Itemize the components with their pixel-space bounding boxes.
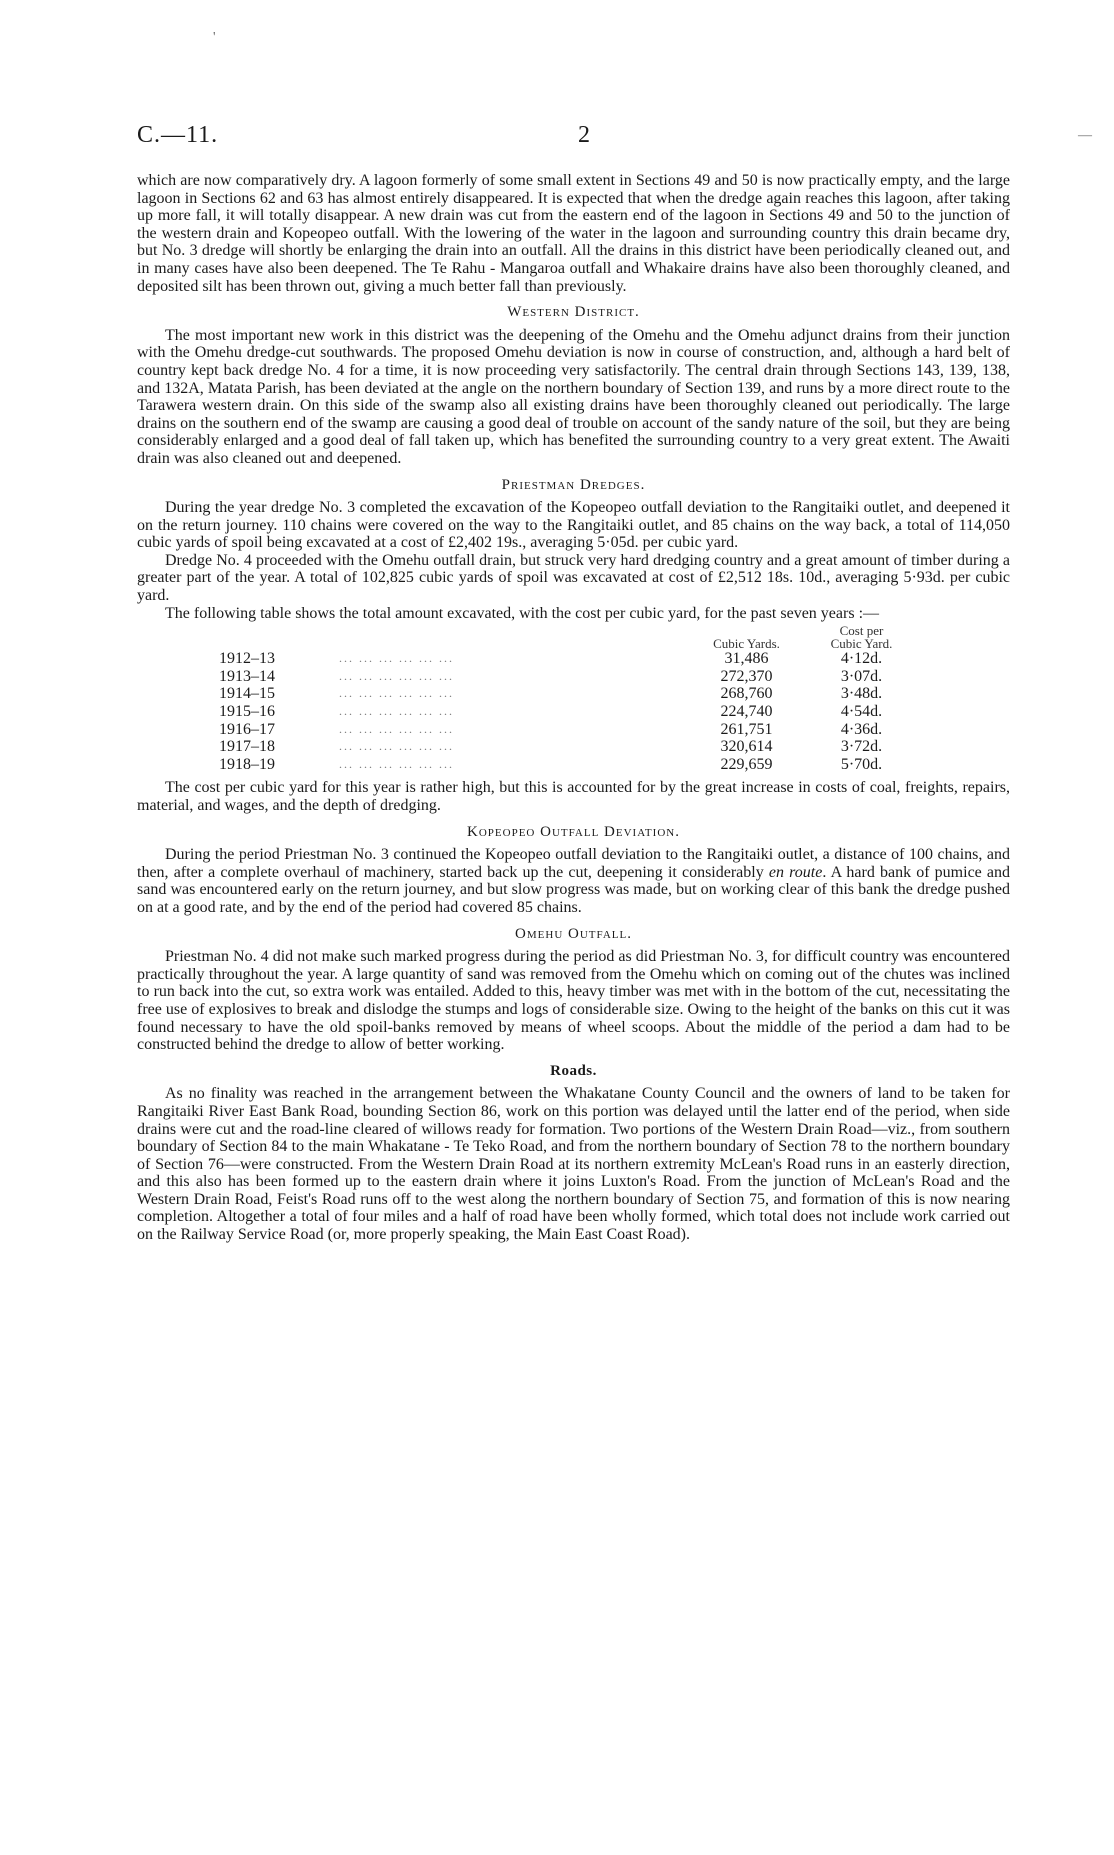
- row-cubic-yards: 224,740: [720, 703, 773, 721]
- leader-dots: ... ... ... ... ... ...: [339, 721, 454, 736]
- paragraph-kopeopeo: [137, 846, 1010, 916]
- row-year: 1912–13: [219, 650, 275, 668]
- row-year: 1917–18: [219, 738, 275, 756]
- heading-roads: Roads.: [550, 1062, 597, 1079]
- paragraph-western-district: The most important new work in this district was the deepening of the Omehu and the Omehu adjunct drains from their junction with the Omehu dredge-cut southwards. The proposed Omehu deviation is now in course of construction, and, although a hard belt of country kept back dredge No. 4 for a time, it is now proceeding very satisfactorily. The central drain through Sections 143, 139, 138, and 132A, Matata Parish, has been deviated at the angle on the northern boundary of Section 139, and runs by a more direct route to the Tarawera western drain. On this side of the swamp also all existing drains have been thoroughly cleaned out periodically. The large drains on the southern end of the swamp are causing a good deal of trouble on account of the sandy nature of the soil, but they are being considerably enlarged and a good deal of fall taken up, which has benefited the surrounding country to a very great extent. The Awaiti drain was also cleaned out and deepened.: [137, 326, 1010, 467]
- leader-dots: ... ... ... ... ... ...: [339, 756, 454, 771]
- table-row: [137, 668, 1010, 686]
- table-row: [137, 650, 1010, 668]
- header-cubic-yards: Cubic Yards.: [713, 636, 780, 652]
- leader-dots: ... ... ... ... ... ...: [339, 739, 454, 754]
- leader-dots: ... ... ... ... ... ...: [339, 686, 454, 701]
- row-cost: 4·12d.: [840, 650, 883, 668]
- row-cost: 3·72d.: [840, 738, 883, 756]
- header-cost-line-2: Cubic Yard.: [830, 636, 893, 652]
- table-row: [137, 721, 1010, 739]
- row-cost: 4·54d.: [840, 703, 883, 721]
- row-cubic-yards: 31,486: [724, 650, 769, 668]
- page-number: 2: [578, 122, 590, 148]
- paragraph-intro: which are now comparatively dry. A lagoon formerly of some small extent in Sections 49 and 50 is now practically empty, and the large lagoon in Sections 62 and 63 has almost entirely disappeared. It is expected that when the dredge again reaches this lagoon, after taking up more fall, it will totally disappear. A new drain was cut from the eastern end of the lagoon in Sections 49 and 50 to the junction of the western drain and Kopeopeo outfall. With the lowering of the water in the lagoon and surrounding country this drain became dry, but No. 3 dredge will shortly be enlarging the drain into an outfall. All the drains in this district have been periodically cleaned out, and in many cases have also been deepened. The Te Rahu - Mangaroa outfall and Whakaire drains have also been thoroughly cleaned, and deposited silt has been thrown out, giving a much better fall than previously.: [137, 172, 1010, 295]
- paragraph-table-intro: The following table shows the total amount excavated, with the cost per cubic yard, for the past seven years :—: [165, 604, 880, 622]
- table-row: [137, 703, 1010, 721]
- header-cost-per-yard: [804, 624, 919, 650]
- row-cost: 3·48d.: [840, 685, 883, 703]
- table-row: [137, 685, 1010, 703]
- table-row: [137, 738, 1010, 756]
- row-cubic-yards: 268,760: [720, 685, 773, 703]
- excavation-table: [137, 624, 1010, 773]
- row-year: 1918–19: [219, 755, 275, 773]
- heading-omehu-outfall: Omehu Outfall.: [515, 925, 632, 942]
- header-cost-line-1: Cost per: [839, 623, 884, 639]
- kopeopeo-text-a: During the period Priestman No. 3 continued the Kopeopeo outfall deviation to the Rangitaiki outlet, a distance of 100 chains, and then, after a complete overhaul of machinery, started back up the cut, deepening it considerably: [137, 846, 1010, 881]
- row-cubic-yards: 229,659: [720, 755, 773, 773]
- page-header: [0, 122, 1114, 156]
- row-year: 1914–15: [219, 685, 275, 703]
- paragraph-dredge-4: Dredge No. 4 proceeded with the Omehu outfall drain, but struck very hard dredging country and a great amount of timber during a greater part of the year. A total of 102,825 cubic yards of spoil was excavated at cost of £2,512 18s. 10d., averaging 5·93d. per cubic yard.: [137, 551, 1010, 605]
- page-body: [137, 172, 1010, 1244]
- row-cost: 4·36d.: [840, 720, 883, 738]
- row-year: 1913–14: [219, 667, 275, 685]
- kopeopeo-text-italic: en route: [768, 863, 823, 881]
- document-code: C.—11.: [137, 122, 219, 148]
- heading-priestman-dredges: Priestman Dredges.: [501, 476, 646, 493]
- table-header-row: [137, 624, 1010, 650]
- row-cubic-yards: 272,370: [720, 667, 773, 685]
- row-cubic-yards: 320,614: [720, 738, 773, 756]
- heading-western-district: Western District.: [507, 304, 640, 321]
- table-row: [137, 756, 1010, 774]
- margin-mark: —: [1078, 128, 1092, 143]
- heading-kopeopeo-outfall-deviation: Kopeopeo Outfall Deviation.: [467, 823, 680, 840]
- kopeopeo-text-b: . A hard bank of pumice and sand was encountered early on the return journey, and but slow progress was made, but on working clear of this bank the dredge pushed on at a good rate, and by the end of the period had covered 85 chains.: [137, 863, 1011, 916]
- paragraph-cost-explanation: The cost per cubic yard for this year is rather high, but this is accounted for by the great increase in costs of coal, freights, repairs, material, and wages, and the depth of dredging.: [137, 779, 1010, 814]
- paragraph-omehu: Priestman No. 4 did not make such marked progress during the period as did Priestman No. 3, for difficult country was encountered practically throughout the year. A large quantity of sand was removed from the Omehu which on coming out of the chutes was inclined to run back into the cut, so extra work was entailed. Added to this, heavy timber was met with in the bottom of the cut, necessitating the free use of explosives to break and dislodge the stumps and logs of considerable size. Owing to the height of the banks on this cut it was found necessary to have the old spoil-banks removed by means of wheel scoops. About the middle of the period a dam had to be constructed behind the dredge to allow of better working.: [137, 948, 1010, 1054]
- paragraph-roads: As no finality was reached in the arrangement between the Whakatane County Council and the owners of land to be taken for Rangitaiki River East Bank Road, bounding Section 86, work on this portion was delayed until the latter end of the period, when side drains were cut and the road-line cleared of willows ready for formation. Two portions of the Western Drain Road—viz., from southern boundary of Section 84 to the main Whakatane - Te Teko Road, and from the northern boundary of Section 78 to the northern boundary of Section 76—were constructed. From the Western Drain Road at its northern extremity McLean's Road runs in an easterly direction, and this also has been formed up to the eastern drain where it joins Luxton's Road. From the junction of McLean's Road and the Western Drain Road, Feist's Road runs off to the west along the northern boundary of Section 75, and formation of this is now nearing completion. Altogether a total of four miles and a half of road have been wholly formed, which total does not include work carried out on the Railway Service Road (or, more properly speaking, the Main East Coast Road).: [137, 1085, 1010, 1244]
- row-cost: 3·07d.: [840, 667, 883, 685]
- margin-mark: ': [213, 30, 216, 45]
- leader-dots: ... ... ... ... ... ...: [339, 651, 454, 666]
- leader-dots: ... ... ... ... ... ...: [339, 668, 454, 683]
- paragraph-dredge-3: During the year dredge No. 3 completed the excavation of the Kopeopeo outfall deviation to the Rangitaiki outlet, and deepened it on the return journey. 110 chains were covered on the way to the Rangitaiki outlet, and 85 chains on the way back, a total of 114,050 cubic yards of spoil being excavated at a cost of £2,402 19s., averaging 5·05d. per cubic yard.: [137, 499, 1010, 552]
- row-cubic-yards: 261,751: [720, 720, 773, 738]
- leader-dots: ... ... ... ... ... ...: [339, 704, 454, 719]
- excavation-table-wrapper: [137, 624, 1010, 773]
- row-year: 1916–17: [219, 720, 275, 738]
- row-cost: 5·70d.: [840, 755, 883, 773]
- row-year: 1915–16: [219, 703, 275, 721]
